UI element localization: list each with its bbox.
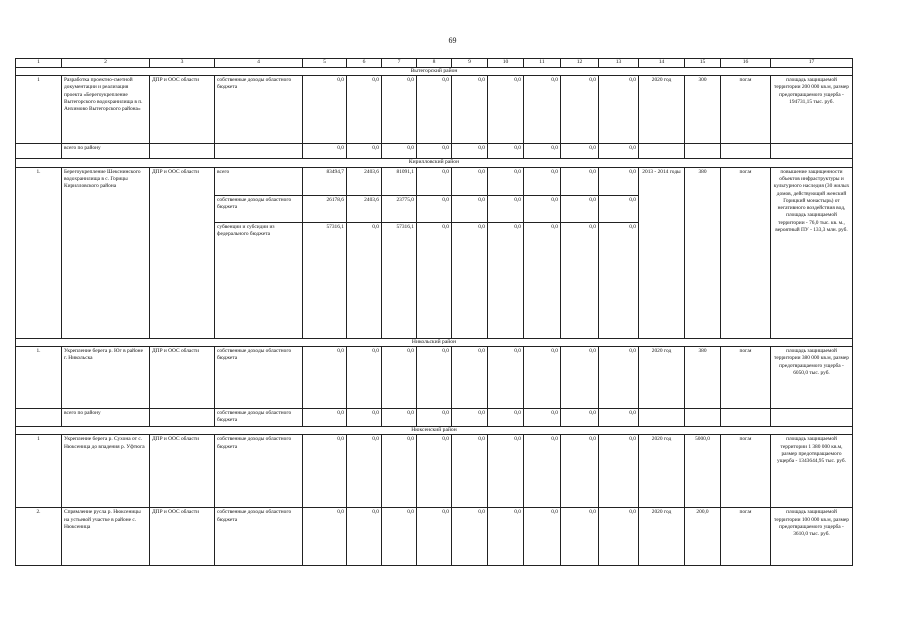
amount-cell: 57316,1: [303, 222, 347, 338]
amount-cell: 57316,1: [382, 222, 417, 338]
row-index: [16, 409, 62, 427]
amount-cell: 0,0: [488, 195, 524, 222]
amount-cell: 0,0: [561, 222, 599, 338]
amount-cell: 0,0: [488, 435, 524, 508]
column-number: 12: [561, 59, 599, 68]
quantity-cell: 200,0: [685, 508, 721, 566]
responsible-org: ДПР и ООС области: [150, 167, 215, 338]
column-number: 16: [721, 59, 771, 68]
amount-cell: 0,0: [382, 347, 417, 409]
amount-cell: 26178,6: [303, 195, 347, 222]
amount-cell: 0,0: [417, 144, 452, 159]
amount-cell: 0,0: [561, 76, 599, 144]
total-label: всего по району: [62, 144, 150, 159]
row-index: 1: [16, 435, 62, 508]
amount-cell: 0,0: [488, 144, 524, 159]
column-number: 3: [150, 59, 215, 68]
column-number: 14: [639, 59, 685, 68]
responsible-org: [150, 144, 215, 159]
amount-cell: 0,0: [599, 144, 639, 159]
amount-cell: 0,0: [417, 409, 452, 427]
row-index: 1.: [16, 167, 62, 338]
column-number: 5: [303, 59, 347, 68]
result-cell: [771, 409, 853, 427]
unit-cell: пог.м: [721, 167, 771, 338]
amount-cell: 0,0: [452, 76, 488, 144]
amount-cell: 0,0: [488, 347, 524, 409]
row-index: 1: [16, 76, 62, 144]
total-label: всего по району: [62, 409, 150, 427]
unit-cell: [721, 144, 771, 159]
amount-cell: 0,0: [599, 435, 639, 508]
column-number: 4: [215, 59, 303, 68]
result-cell: площадь защищаемой территории 100 000 кв.м, размер предотвращаемого ущерба - 3610,0 тыс. руб.: [771, 508, 853, 566]
amount-cell: 0,0: [452, 144, 488, 159]
amount-cell: 0,0: [599, 409, 639, 427]
column-number: 9: [452, 59, 488, 68]
amount-cell: 0,0: [561, 144, 599, 159]
amount-cell: 0,0: [303, 508, 347, 566]
quantity-cell: 5000,0: [685, 435, 721, 508]
result-cell: площадь защищаемой территории 1 380 000 кв.м, размер предотвращаемого ущерба - 1343644,95 тыс. руб.: [771, 435, 853, 508]
amount-cell: 0,0: [417, 76, 452, 144]
period-cell: 2020 год: [639, 435, 685, 508]
unit-cell: пог.м: [721, 435, 771, 508]
amount-cell: 0,0: [488, 76, 524, 144]
measure-name: Спрямление русла р. Нюксеницы на устьевой участке в районе с. Нюксеница: [62, 508, 150, 566]
amount-cell: 0,0: [599, 167, 639, 195]
amount-cell: 0,0: [524, 435, 561, 508]
amount-cell: 0,0: [303, 435, 347, 508]
amount-cell: 0,0: [488, 508, 524, 566]
quantity-cell: 380: [685, 167, 721, 338]
period-cell: [639, 144, 685, 159]
column-number: 17: [771, 59, 853, 68]
funding-source: собственные доходы областного бюджета: [215, 76, 303, 144]
amount-cell: 0,0: [347, 76, 382, 144]
amount-cell: 0,0: [561, 167, 599, 195]
column-number: 7: [382, 59, 417, 68]
region-heading: Никольский район: [16, 338, 853, 347]
table-row: [16, 76, 853, 144]
column-number: 8: [417, 59, 452, 68]
amount-cell: 0,0: [347, 409, 382, 427]
table-row: [16, 144, 853, 159]
amount-cell: 0,0: [561, 435, 599, 508]
responsible-org: ДПР и ООС области: [150, 347, 215, 409]
responsible-org: [150, 409, 215, 427]
amount-cell: 0,0: [417, 195, 452, 222]
amount-cell: 0,0: [488, 409, 524, 427]
measure-name: Укрепление берега р. Сухона от с. Нюксеница до впадения р. Уфтюга: [62, 435, 150, 508]
period-cell: [639, 409, 685, 427]
amount-cell: 0,0: [561, 409, 599, 427]
period-cell: 2020 год: [639, 508, 685, 566]
quantity-cell: 300: [685, 76, 721, 144]
table-row: [16, 435, 853, 508]
measure-name: Разработка проектно-сметной документации и реализация проекта «Берегоукрепление Вытегорского водохранилища в п. Анхимово Вытегорского района»: [62, 76, 150, 144]
amount-cell: 2403,6: [347, 195, 382, 222]
amount-cell: 0,0: [524, 144, 561, 159]
amount-cell: 0,0: [347, 222, 382, 338]
column-number: 13: [599, 59, 639, 68]
amount-cell: 0,0: [347, 508, 382, 566]
amount-cell: 0,0: [452, 347, 488, 409]
amount-cell: 0,0: [417, 347, 452, 409]
amount-cell: 0,0: [347, 347, 382, 409]
amount-cell: 81091,1: [382, 167, 417, 195]
result-cell: площадь защищаемой территории 200 000 кв.м, размер предотвращаемого ущерба - 194731,15 тыс. руб.: [771, 76, 853, 144]
amount-cell: 0,0: [488, 167, 524, 195]
column-number: 10: [488, 59, 524, 68]
amount-cell: 0,0: [524, 222, 561, 338]
amount-cell: 83494,7: [303, 167, 347, 195]
amount-cell: 0,0: [303, 409, 347, 427]
amount-cell: 0,0: [488, 222, 524, 338]
amount-cell: 0,0: [524, 347, 561, 409]
funding-source: субвенции и субсидии из федерального бюджета: [215, 222, 303, 338]
amount-cell: 0,0: [452, 409, 488, 427]
funding-source: собственные доходы областного бюджета: [215, 435, 303, 508]
page-number: 69: [448, 36, 457, 45]
column-number: 6: [347, 59, 382, 68]
period-cell: 2020 год: [639, 347, 685, 409]
funding-source: собственные доходы областного бюджета: [215, 409, 303, 427]
funding-source: собственные доходы областного бюджета: [215, 508, 303, 566]
responsible-org: ДПР и ООС области: [150, 435, 215, 508]
amount-cell: 0,0: [599, 222, 639, 338]
responsible-org: ДПР и ООС области: [150, 76, 215, 144]
amount-cell: 0,0: [417, 435, 452, 508]
amount-cell: 0,0: [382, 409, 417, 427]
table-row: [16, 508, 853, 566]
amount-cell: 0,0: [382, 76, 417, 144]
amount-cell: 0,0: [417, 167, 452, 195]
funding-source: всего: [215, 167, 303, 195]
funding-source: собственные доходы областного бюджета: [215, 347, 303, 409]
amount-cell: 0,0: [561, 508, 599, 566]
amount-cell: 0,0: [599, 347, 639, 409]
result-cell: площадь защищаемой территории 380 000 кв.м, размер предотвращаемого ущерба - 6050,0 тыс. руб.: [771, 347, 853, 409]
amount-cell: 0,0: [599, 508, 639, 566]
funding-source: [215, 144, 303, 159]
period-cell: 2013 - 2014 годы: [639, 167, 685, 338]
amount-cell: 0,0: [303, 76, 347, 144]
amount-cell: 0,0: [524, 409, 561, 427]
quantity-cell: [685, 409, 721, 427]
column-number: 11: [524, 59, 561, 68]
measure-name: Берегоукрепление Шекснинского водохранилища в с. Горицы Кирилловского района: [62, 167, 150, 338]
region-heading: Кирилловский район: [16, 159, 853, 168]
amount-cell: 0,0: [347, 144, 382, 159]
amount-cell: 0,0: [347, 435, 382, 508]
result-cell: [771, 144, 853, 159]
column-number-row: [16, 59, 853, 68]
amount-cell: 23775,0: [382, 195, 417, 222]
table-row: [16, 409, 853, 427]
amount-cell: 0,0: [599, 195, 639, 222]
amount-cell: 0,0: [382, 435, 417, 508]
column-number: 15: [685, 59, 721, 68]
amount-cell: 0,0: [303, 347, 347, 409]
row-index: 1.: [16, 347, 62, 409]
amount-cell: 0,0: [382, 508, 417, 566]
amount-cell: 0,0: [452, 195, 488, 222]
amount-cell: 0,0: [561, 195, 599, 222]
funding-source: собственные доходы областного бюджета: [215, 195, 303, 222]
responsible-org: ДПР и ООС области: [150, 508, 215, 566]
table-row: [16, 167, 853, 195]
quantity-cell: 380: [685, 347, 721, 409]
amount-cell: 0,0: [382, 144, 417, 159]
column-number: 1: [16, 59, 62, 68]
period-cell: 2020 год: [639, 76, 685, 144]
unit-cell: пог.м: [721, 76, 771, 144]
amount-cell: 0,0: [524, 508, 561, 566]
amount-cell: 0,0: [417, 222, 452, 338]
region-heading: Вытегорский район: [16, 67, 853, 76]
unit-cell: [721, 409, 771, 427]
measures-table: [15, 58, 852, 566]
amount-cell: 0,0: [561, 347, 599, 409]
result-cell: повышение защищенности объектов инфраструктуры и культурного наследия (30 жилых домов, действующий женский Горицкий монастырь) от негативного воздействия вод, площадь защищаемой территории - 76,0 тыс. кв. м., вероятный ПУ - 133,3 млн. руб.: [771, 167, 853, 338]
amount-cell: 0,0: [452, 508, 488, 566]
row-index: [16, 144, 62, 159]
measure-name: Укрепление берега р. Юг в районе г. Никольска: [62, 347, 150, 409]
region-heading: Нюксенский район: [16, 426, 853, 435]
amount-cell: 0,0: [452, 167, 488, 195]
amount-cell: 0,0: [599, 76, 639, 144]
amount-cell: 0,0: [452, 222, 488, 338]
amount-cell: 0,0: [524, 76, 561, 144]
row-index: 2.: [16, 508, 62, 566]
amount-cell: 0,0: [524, 195, 561, 222]
amount-cell: 0,0: [417, 508, 452, 566]
amount-cell: 2403,6: [347, 167, 382, 195]
amount-cell: 0,0: [303, 144, 347, 159]
unit-cell: пог.м: [721, 508, 771, 566]
amount-cell: 0,0: [452, 435, 488, 508]
amount-cell: 0,0: [524, 167, 561, 195]
column-number: 2: [62, 59, 150, 68]
unit-cell: пог.м: [721, 347, 771, 409]
quantity-cell: [685, 144, 721, 159]
table-row: [16, 347, 853, 409]
